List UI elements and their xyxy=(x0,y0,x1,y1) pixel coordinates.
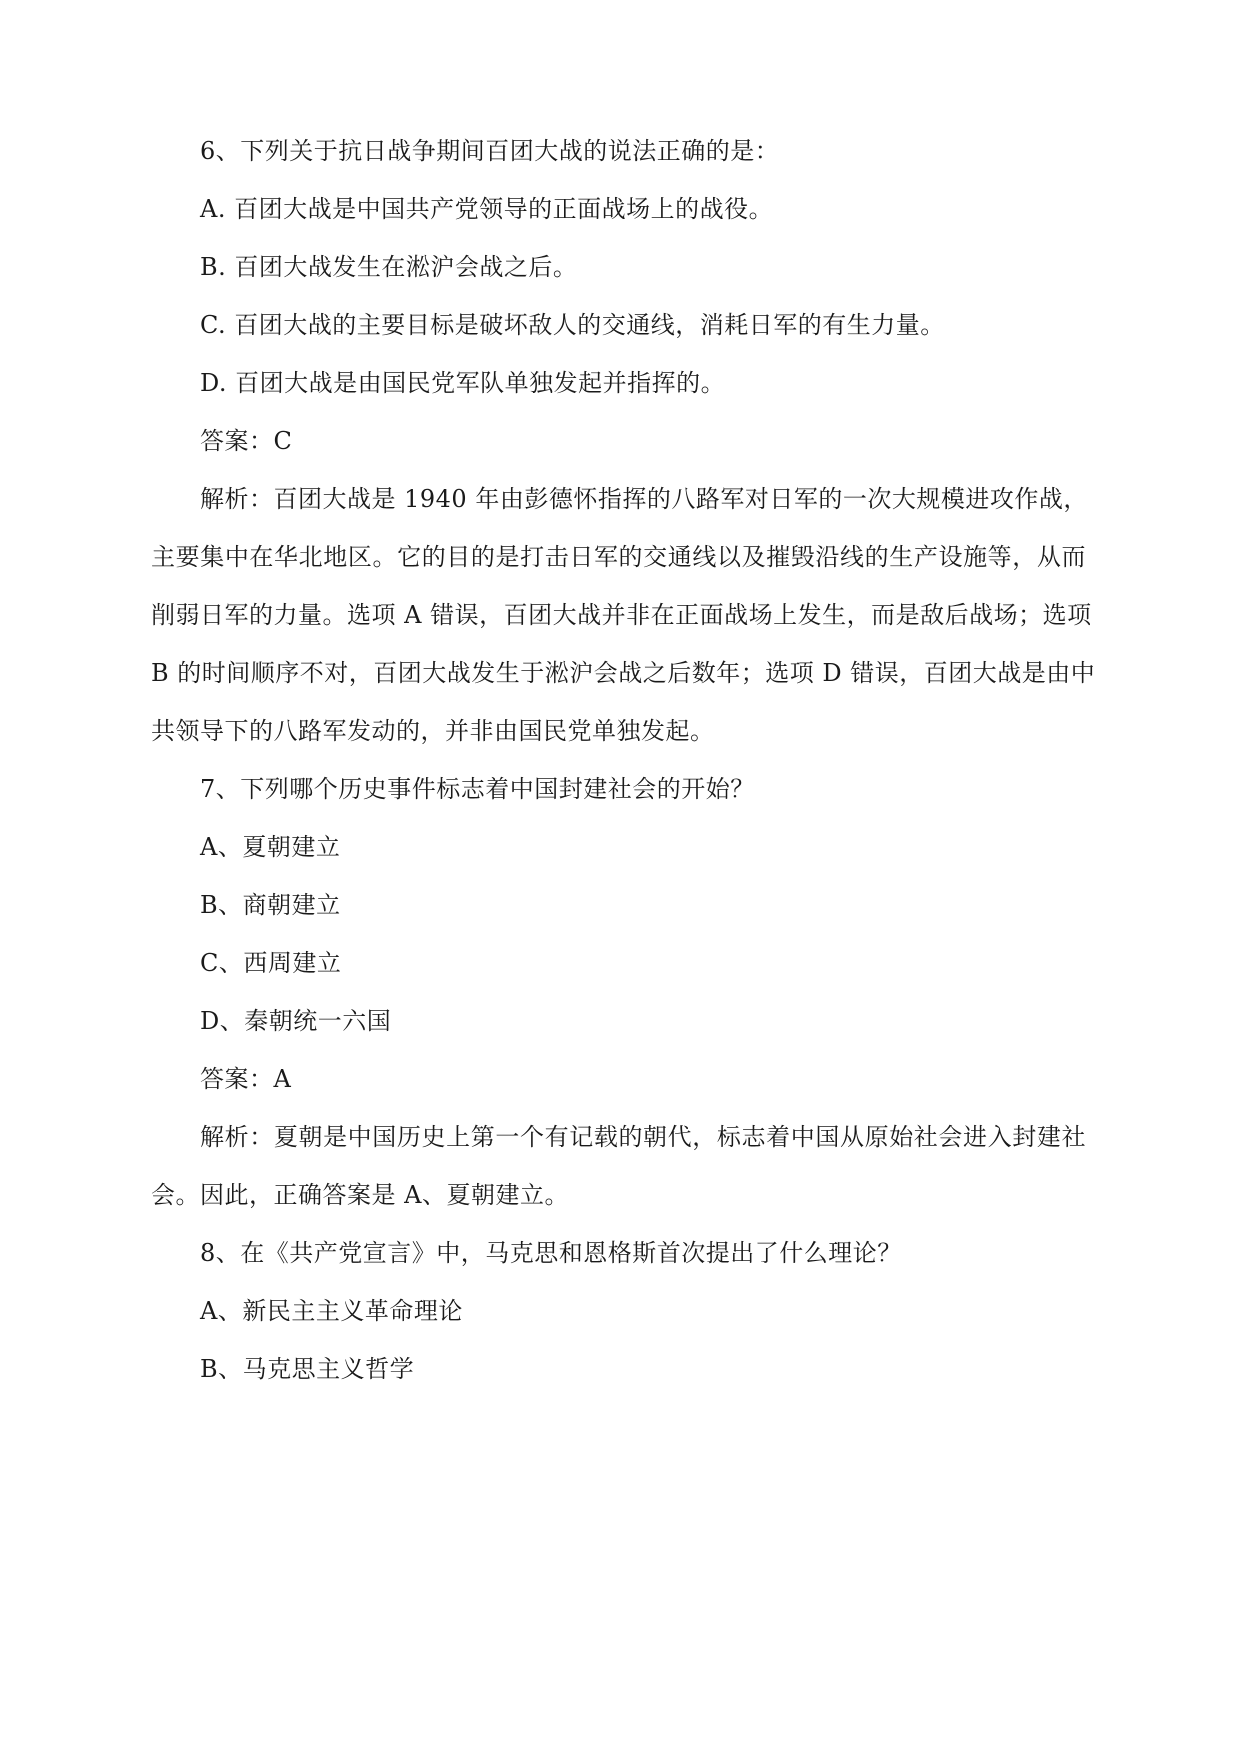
question-6-analysis-line-1: 解析：百团大战是 1940 年由彭德怀指挥的八路军对日军的一次大规模进攻作战， xyxy=(200,485,1088,513)
question-7-option-d: D、秦朝统一六国 xyxy=(200,1007,392,1035)
question-7-option-c: C、西周建立 xyxy=(200,949,342,977)
question-6-analysis-line-3: 削弱日军的力量。选项 A 错误，百团大战并非在正面战场上发生，而是敌后战场；选项 xyxy=(151,601,1092,629)
question-6-analysis-line-4: B 的时间顺序不对，百团大战发生于淞沪会战之后数年；选项 D 错误，百团大战是由中 xyxy=(151,659,1096,687)
question-6-analysis-line-5: 共领导下的八路军发动的，并非由国民党单独发起。 xyxy=(151,717,715,745)
question-7-analysis-line-1: 解析：夏朝是中国历史上第一个有记载的朝代，标志着中国从原始社会进入封建社 xyxy=(200,1123,1086,1151)
question-7-option-a: A、夏朝建立 xyxy=(200,833,341,861)
question-7-analysis-line-2: 会。因此，正确答案是 A、夏朝建立。 xyxy=(151,1181,569,1209)
question-6-stem: 6、下列关于抗日战争期间百团大战的说法正确的是： xyxy=(200,137,780,165)
question-6-option-a: A. 百团大战是中国共产党领导的正面战场上的战役。 xyxy=(200,195,774,223)
question-8-stem: 8、在《共产党宣言》中，马克思和恩格斯首次提出了什么理论？ xyxy=(200,1239,902,1267)
question-6-option-d: D. 百团大战是由国民党军队单独发起并指挥的。 xyxy=(200,369,726,397)
question-6-option-c: C. 百团大战的主要目标是破坏敌人的交通线，消耗日军的有生力量。 xyxy=(200,311,945,339)
question-8-option-a: A、新民主主义革命理论 xyxy=(200,1297,463,1325)
question-7-stem: 7、下列哪个历史事件标志着中国封建社会的开始？ xyxy=(200,775,755,803)
question-7-answer: 答案：A xyxy=(200,1065,292,1093)
question-8-option-b: B、马克思主义哲学 xyxy=(200,1355,415,1383)
question-6-option-b: B. 百团大战发生在淞沪会战之后。 xyxy=(200,253,578,281)
question-6-answer: 答案：C xyxy=(200,427,293,455)
question-7-option-b: B、商朝建立 xyxy=(200,891,341,919)
question-6-analysis-line-2: 主要集中在华北地区。它的目的是打击日军的交通线以及摧毁沿线的生产设施等，从而 xyxy=(151,543,1086,571)
